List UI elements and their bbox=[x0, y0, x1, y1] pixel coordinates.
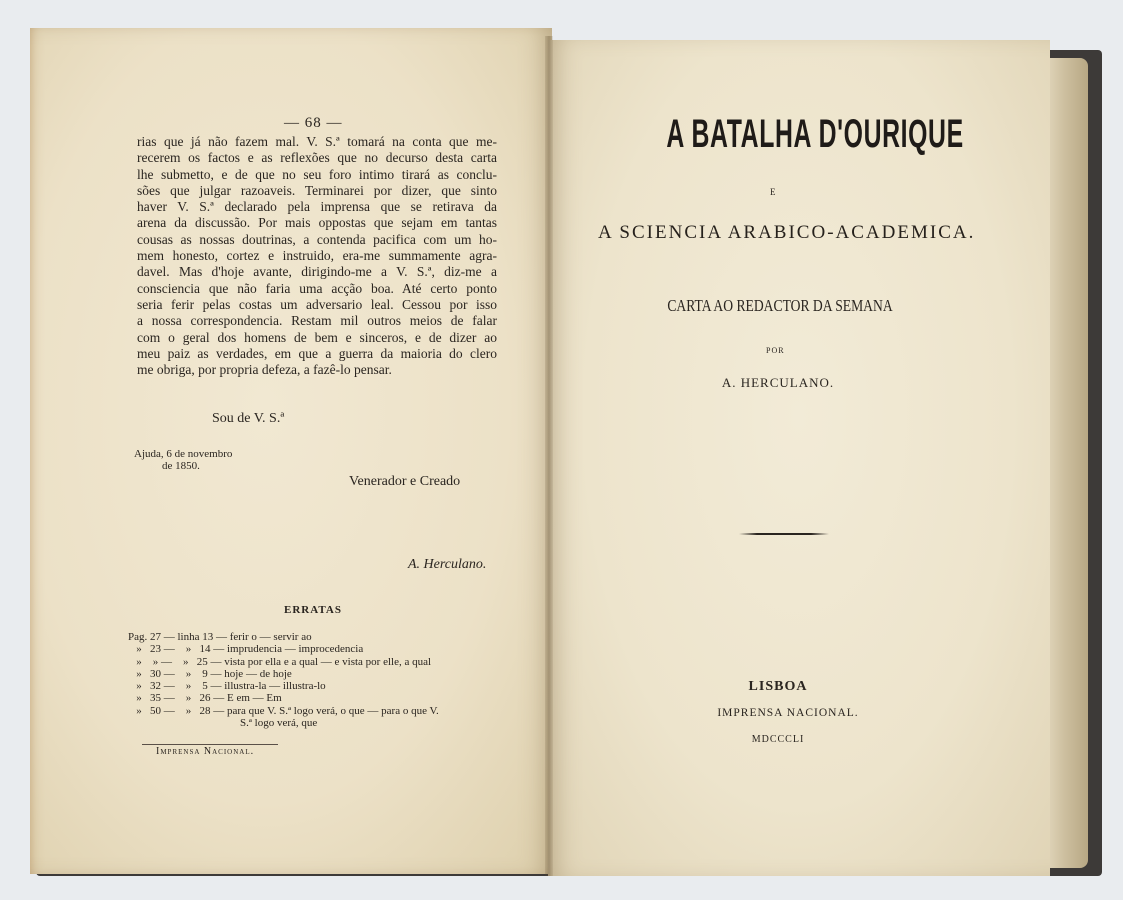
errata-continuation: S.ª logo verá, que bbox=[240, 717, 318, 730]
body-line: sões que julgar razoaveis. Terminarei por dizer, que sinto bbox=[137, 182, 497, 198]
body-line: a nossa correspondencia. Restam mil outros meios de falar bbox=[137, 313, 497, 329]
colophon: Imprensa Nacional. bbox=[156, 746, 255, 757]
page-number: — 68 — bbox=[284, 115, 343, 131]
closing-formula: Venerador e Creado bbox=[349, 474, 461, 489]
book-title: A BATALHA D'OURIQUE bbox=[666, 112, 964, 156]
body-line: rias que já não fazem mal. V. S.ª tomará na conta que me- bbox=[137, 134, 497, 149]
book-gutter bbox=[545, 36, 553, 876]
body-line: haver V. S.ª declarado pela imprensa que se retirava da bbox=[137, 199, 497, 215]
errata-list bbox=[128, 631, 439, 729]
body-line: mem honesto, cortez e instruido, era-me summamente agra- bbox=[137, 248, 497, 264]
date-line: de 1850. bbox=[162, 460, 200, 472]
body-line: arena da discussão. Por mais oppostas que sejam em tantas bbox=[137, 215, 497, 231]
body-line: davel. Mas d'hoje avante, dirigindo-me a V. S.ª, diz-me a bbox=[137, 264, 497, 280]
errata-line: » » — » 25 — vista por ella e a qual — e vista por elle, a qual bbox=[128, 655, 432, 668]
author-name: A. HERCULANO. bbox=[721, 375, 835, 390]
errata-line: » 23 — » 14 — imprudencia — improcedencia bbox=[128, 643, 364, 656]
body-line: lhe submetto, e de que no seu foro intimo tirará as conclu- bbox=[137, 166, 497, 182]
erratas-heading: ERRATAS bbox=[284, 604, 342, 616]
body-line: meu paiz as verdades, em que a guerra da maioria do clero bbox=[137, 345, 497, 361]
letter-heading: CARTA AO REDACTOR DA SEMANA bbox=[667, 296, 893, 315]
errata-line: Pag. 27 — linha 13 — ferir o — servir ao bbox=[128, 631, 312, 643]
ornament-divider bbox=[739, 533, 829, 535]
body-line: com o geral dos homens de bem e sinceros, e de dizer ao bbox=[137, 329, 497, 345]
body-line: recerem os factos e as reflexões que no decurso desta carta bbox=[137, 150, 497, 166]
place-date bbox=[134, 448, 232, 472]
by-label: POR bbox=[766, 346, 785, 355]
errata-line: » 50 — » 28 — para que V. S.ª logo verá, o que — para o que V. bbox=[128, 704, 439, 717]
book-subtitle: A SCIENCIA ARABICO-ACADEMICA. bbox=[598, 222, 976, 243]
errata-line: » 35 — » 26 — E em — Em bbox=[128, 692, 282, 705]
imprint-publisher: IMPRENSA NACIONAL. bbox=[717, 707, 859, 719]
letter-body bbox=[137, 134, 497, 378]
body-line: consciencia que não faria uma acção boa. Até certo ponto bbox=[137, 280, 497, 296]
body-line: seria ferir pelas costas um adversario leal. Cessou por isso bbox=[137, 296, 497, 312]
imprint-city: LISBOA bbox=[748, 679, 808, 694]
imprint-year: MDCCCLI bbox=[751, 734, 805, 745]
greeting: Sou de V. S.ª bbox=[212, 411, 285, 426]
place-line: Ajuda, 6 de novembro bbox=[134, 448, 233, 460]
signature: A. Herculano. bbox=[408, 557, 487, 572]
errata-line: » 32 — » 5 — illustra-la — illustra-lo bbox=[128, 680, 326, 693]
right-page bbox=[548, 40, 1050, 876]
errata-line: » 30 — » 9 — hoje — de hoje bbox=[128, 667, 292, 680]
title-conjunction: E bbox=[770, 187, 776, 197]
colophon-rule bbox=[142, 744, 278, 745]
body-line: cousas as nossas doutrinas, a contenda pacifica com um ho- bbox=[137, 231, 497, 247]
body-line: me obriga, por propria defeza, a fazê-lo pensar. bbox=[137, 362, 392, 378]
